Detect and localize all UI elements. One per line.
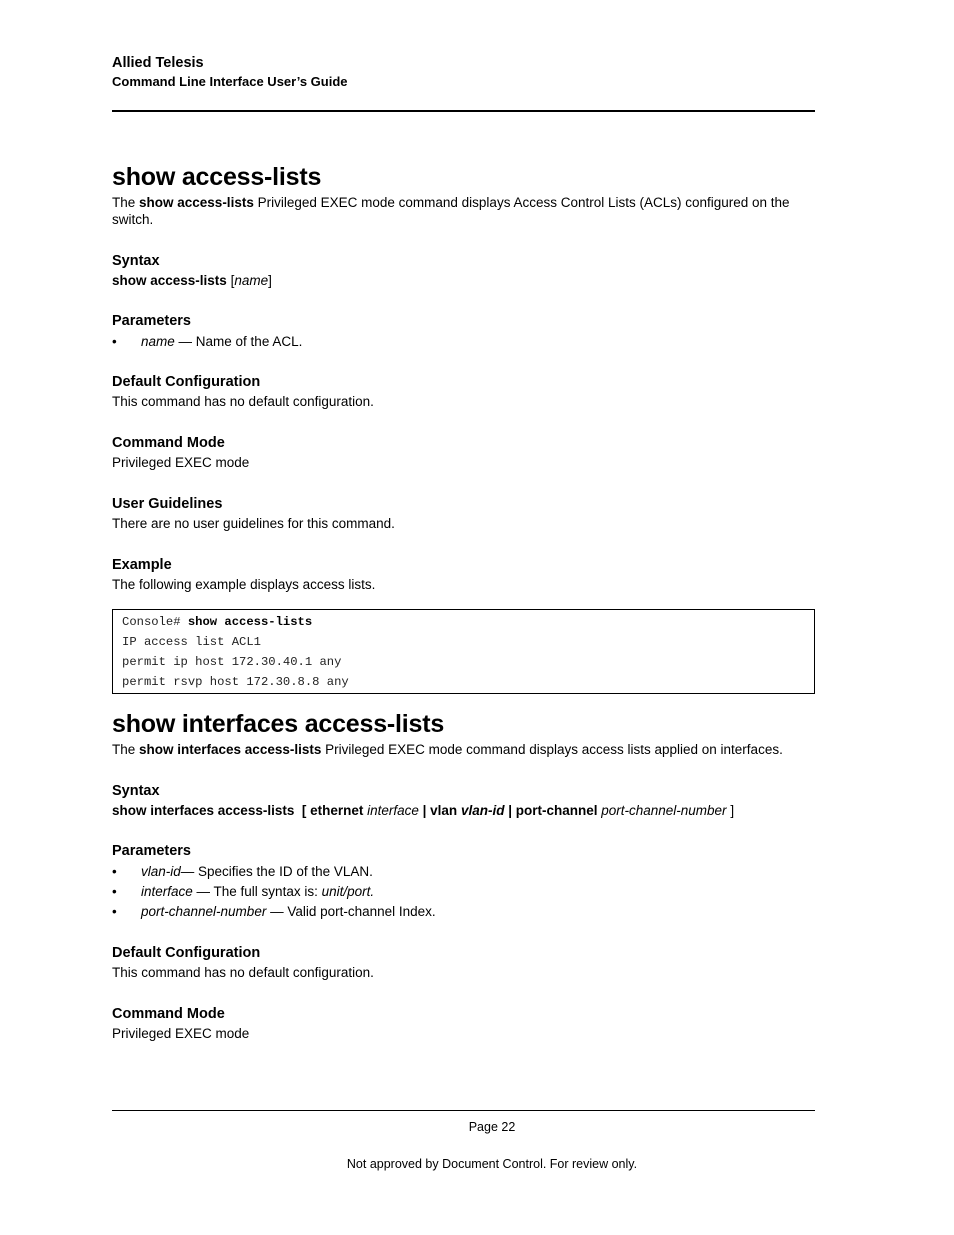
code-example-box <box>112 609 815 694</box>
section2-parameters-heading: Parameters <box>112 843 191 859</box>
section2-syntax: show interfaces access-lists [ ethernet interface | vlan vlan-id | port-channel port-channel-number ] <box>112 803 735 818</box>
section1-default-text: This command has no default configuration. <box>112 394 374 409</box>
section1-mode-heading: Command Mode <box>112 435 225 451</box>
footer-divider <box>112 1110 815 1111</box>
section2-default-heading: Default Configuration <box>112 945 261 961</box>
header-divider <box>112 110 815 112</box>
section2-mode-text: Privileged EXEC mode <box>112 1026 250 1041</box>
section1-guidelines-heading: User Guidelines <box>112 496 223 512</box>
section-title-show-access-lists: show access-lists <box>112 163 322 191</box>
section2-syntax-heading: Syntax <box>112 783 160 799</box>
page-number: Page 22 <box>468 1120 516 1134</box>
section1-syntax: show access-lists [name] <box>112 273 272 288</box>
bullet-icon: • <box>112 884 117 899</box>
bullet-icon: • <box>112 864 117 879</box>
section1-syntax-heading: Syntax <box>112 253 160 269</box>
header-company: Allied Telesis <box>112 55 204 71</box>
section1-example-text: The following example displays access lists. <box>112 577 376 592</box>
section2-intro: The show interfaces access-lists Privileged EXEC mode command displays access lists applied on interfaces. <box>112 742 783 757</box>
code-line: permit ip host 172.30.40.1 any <box>122 655 342 669</box>
section2-mode-heading: Command Mode <box>112 1006 225 1022</box>
footer-note: Not approved by Document Control. For review only. <box>346 1157 638 1171</box>
bullet-icon: • <box>112 904 117 919</box>
section2-default-text: This command has no default configuration. <box>112 965 374 980</box>
section1-parameters-heading: Parameters <box>112 313 191 329</box>
section1-guidelines-text: There are no user guidelines for this command. <box>112 516 395 531</box>
section1-intro: The show access-lists Privileged EXEC mode command displays Access Control Lists (ACLs) configured on the switch. <box>112 195 790 227</box>
code-line: IP access list ACL1 <box>122 635 261 649</box>
code-line: permit rsvp host 172.30.8.8 any <box>122 675 349 689</box>
section1-example-heading: Example <box>112 557 172 573</box>
code-line: Console# show access-lists <box>122 615 313 629</box>
section-title-show-interfaces-access-lists: show interfaces access-lists <box>112 710 445 738</box>
header-guide-title: Command Line Interface User’s Guide <box>112 74 348 89</box>
section1-default-heading: Default Configuration <box>112 374 261 390</box>
bullet-icon: • <box>112 334 117 349</box>
section1-mode-text: Privileged EXEC mode <box>112 455 250 470</box>
